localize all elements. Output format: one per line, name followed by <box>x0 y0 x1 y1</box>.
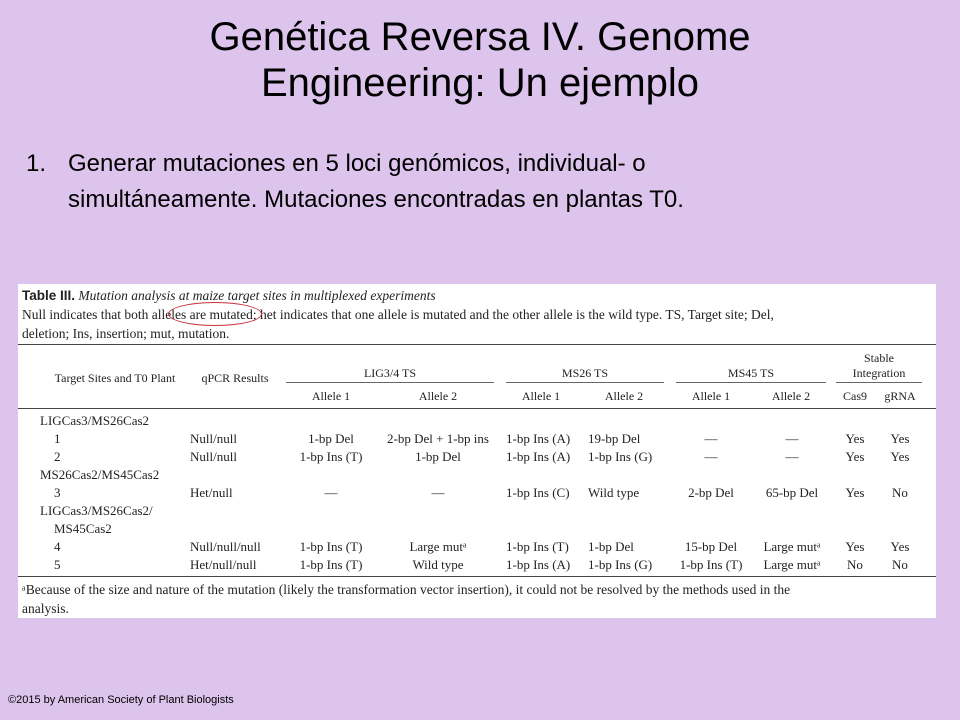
cell-ms45-allele1: 1-bp Ins (T) <box>679 557 743 572</box>
header-ms26: MS26 TS <box>561 366 609 380</box>
footnote-line1: ᵃBecause of the size and nature of the mutation (likely the transformation vector insertion), it could not be resolved by the methods used in the <box>22 582 791 597</box>
cell-grna: No <box>892 557 908 572</box>
header-stable-rule <box>836 382 922 383</box>
cell-ms26-allele1: 1-bp Ins (A) <box>506 431 571 446</box>
bullet-number: 1. <box>26 150 47 177</box>
table-label: Table III. <box>22 288 76 303</box>
cell-ms45-allele1: 15-bp Del <box>684 539 738 554</box>
header-ms45-allele1: Allele 1 <box>691 389 731 403</box>
cell-qpcr: Het/null/null <box>190 557 257 572</box>
cell-grna: Yes <box>890 539 910 554</box>
cell-plant: 2 <box>54 449 61 464</box>
cell-qpcr: Null/null/null <box>190 539 261 554</box>
cell-ms45-allele2: Large mutᵃ <box>763 557 821 572</box>
cell-ms26-allele2: 1-bp Ins (G) <box>588 449 653 464</box>
table-image <box>18 284 936 618</box>
copyright-notice: ©2015 by American Society of Plant Biologists <box>8 694 234 706</box>
cell-cas9: Yes <box>845 449 865 464</box>
cell-lig-allele2: — <box>431 485 445 500</box>
header-ms45-allele2: Allele 2 <box>771 389 811 403</box>
cell-cas9: Yes <box>845 431 865 446</box>
bullet-line1: Generar mutaciones en 5 loci genómicos, individual- o <box>68 150 646 177</box>
cell-ms26-allele2: Wild type <box>588 485 640 500</box>
group-label: LIGCas3/MS26Cas2 <box>40 413 150 428</box>
header-lig-rule <box>286 382 494 383</box>
cell-ms45-allele2: — <box>785 431 799 446</box>
cell-grna: No <box>892 485 908 500</box>
header-ms26-rule <box>506 382 664 383</box>
cell-ms45-allele2: 65-bp Del <box>765 485 819 500</box>
cell-lig-allele2: Wild type <box>412 557 464 572</box>
header-ms26-allele2: Allele 2 <box>604 389 644 403</box>
cell-ms45-allele1: — <box>704 449 718 464</box>
group-label: MS45Cas2 <box>54 521 112 536</box>
cell-grna: Yes <box>890 431 910 446</box>
table-caption <box>22 286 932 343</box>
slide-title-line1: Genética Reversa IV. Genome <box>209 15 751 59</box>
footnote-line2: analysis. <box>22 601 69 616</box>
slide-title <box>0 14 960 106</box>
header-qpcr: qPCR Results <box>201 371 269 385</box>
cell-lig-allele1: 1-bp Ins (T) <box>299 449 363 464</box>
highlight-circle <box>168 302 262 326</box>
cell-ms26-allele1: 1-bp Ins (A) <box>506 557 571 572</box>
group-label: MS26Cas2/MS45Cas2 <box>40 467 160 482</box>
header-ms26-allele1: Allele 1 <box>521 389 561 403</box>
table-top-rule <box>18 344 936 345</box>
table-footnote <box>22 580 932 618</box>
cell-ms45-allele2: Large mutᵃ <box>763 539 821 554</box>
cell-qpcr: Null/null <box>190 449 237 464</box>
header-lig-allele1: Allele 1 <box>311 389 351 403</box>
group-label: LIGCas3/MS26Cas2/ <box>40 503 153 518</box>
cell-ms26-allele1: 1-bp Ins (T) <box>506 539 569 554</box>
header-ms45: MS45 TS <box>727 366 775 380</box>
cell-lig-allele2: Large mutᵃ <box>409 539 467 554</box>
bullet-text <box>68 146 928 218</box>
header-target: Target Sites and T0 Plant <box>54 371 176 385</box>
header-cas9: Cas9 <box>843 389 867 403</box>
table-caption-line2: deletion; Ins, insertion; mut, mutation. <box>22 326 230 341</box>
header-lig: LIG3/4 TS <box>363 366 417 380</box>
cell-ms45-allele1: — <box>704 431 718 446</box>
cell-qpcr: Het/null <box>190 485 233 500</box>
cell-ms45-allele1: 2-bp Del <box>688 485 734 500</box>
cell-grna: Yes <box>890 449 910 464</box>
cell-lig-allele1: — <box>324 485 338 500</box>
header-integration: Integration <box>852 366 906 380</box>
cell-lig-allele1: 1-bp Ins (T) <box>299 557 363 572</box>
table-caption-line1: Null indicates that both alleles are mutated; het indicates that one allele is mutated and the other allele is the wild type. TS, Target site; Del, <box>22 307 774 322</box>
cell-cas9: No <box>847 557 863 572</box>
table-header-rule <box>18 408 936 409</box>
cell-plant: 4 <box>54 539 61 554</box>
bullet-line2: simultáneamente. Mutaciones encontradas en plantas T0. <box>68 186 684 213</box>
cell-ms26-allele2: 1-bp Del <box>588 539 634 554</box>
cell-lig-allele2: 2-bp Del + 1-bp ins <box>387 431 489 446</box>
cell-plant: 5 <box>54 557 61 572</box>
cell-plant: 1 <box>54 431 61 446</box>
header-grna: gRNA <box>884 389 916 403</box>
header-ms45-rule <box>676 382 826 383</box>
cell-qpcr: Null/null <box>190 431 237 446</box>
cell-ms26-allele1: 1-bp Ins (C) <box>506 485 570 500</box>
cell-ms26-allele2: 19-bp Del <box>588 431 641 446</box>
cell-plant: 3 <box>54 485 61 500</box>
table-caption-title: Mutation analysis at maize target sites in multiplexed experiments <box>78 288 436 303</box>
cell-lig-allele1: 1-bp Ins (T) <box>299 539 363 554</box>
slide-title-line2: Engineering: Un ejemplo <box>260 61 700 105</box>
header-stable: Stable <box>864 351 894 365</box>
cell-cas9: Yes <box>845 485 865 500</box>
table-bottom-rule <box>18 576 936 577</box>
cell-ms26-allele2: 1-bp Ins (G) <box>588 557 653 572</box>
cell-lig-allele1: 1-bp Del <box>308 431 354 446</box>
cell-ms26-allele1: 1-bp Ins (A) <box>506 449 571 464</box>
cell-lig-allele2: 1-bp Del <box>415 449 461 464</box>
header-lig-allele2: Allele 2 <box>418 389 458 403</box>
cell-cas9: Yes <box>845 539 865 554</box>
cell-ms45-allele2: — <box>785 449 799 464</box>
